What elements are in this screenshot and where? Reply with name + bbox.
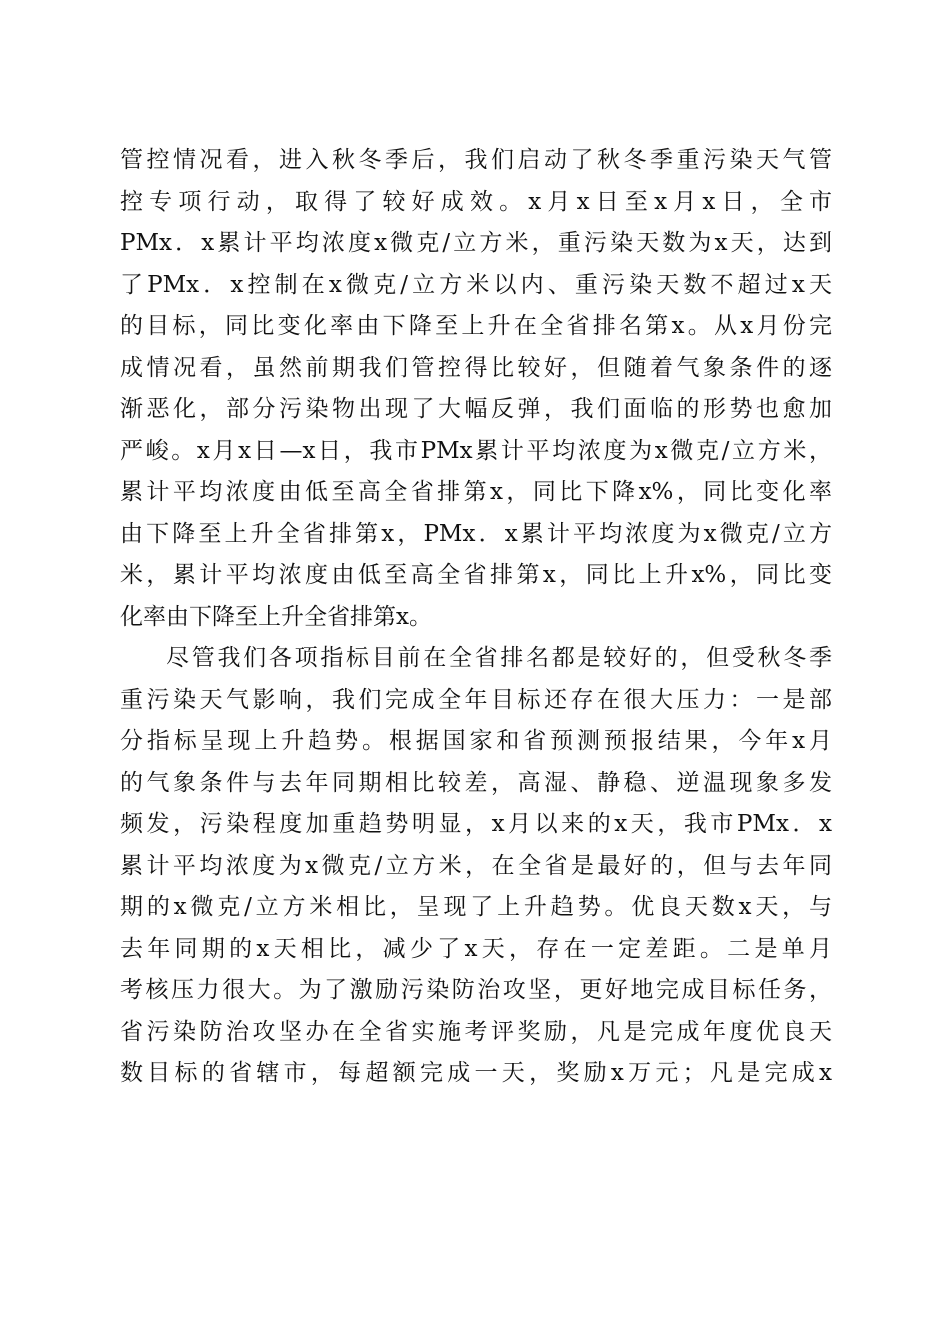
text-line: 米，累计平均浓度由低至高全省排第x，同比上升x%，同比变 (120, 562, 832, 588)
paragraph-2 (120, 638, 832, 1095)
text-line: 严峻。x月x日—x日，我市PMx累计平均浓度为x微克/立方米， (120, 437, 832, 464)
text-line: 考核压力很大。为了激励污染防治攻坚，更好地完成目标任务， (120, 977, 832, 1003)
text-line: 控专项行动，取得了较好成效。x月x日至x月x日，全市 (120, 188, 832, 215)
text-line: 由下降至上升全省排第x，PMx．x累计平均浓度为x微克/立方 (120, 520, 832, 547)
text-line: 去年同期的x天相比，减少了x天，存在一定差距。二是单月 (120, 935, 832, 962)
paragraph-1 (120, 140, 832, 638)
text-line: 化率由下降至上升全省排第x。 (120, 603, 432, 630)
text-line: 的目标，同比变化率由下降至上升在全省排名第x。从x月份完 (120, 313, 832, 339)
document-body (120, 140, 832, 1095)
text-line: 期的x微克/立方米相比，呈现了上升趋势。优良天数x天，与 (120, 894, 832, 920)
text-line: 重污染天气影响，我们完成全年目标还存在很大压力：一是部 (120, 686, 832, 713)
text-line: 了PMx．x控制在x微克/立方米以内、重污染天数不超过x天 (120, 271, 832, 298)
text-line: 省污染防治攻坚办在全省实施考评奖励，凡是完成年度优良天 (120, 1018, 832, 1045)
text-line: 分指标呈现上升趋势。根据国家和省预测预报结果，今年x月 (120, 728, 832, 754)
text-line: 管控情况看，进入秋冬季后，我们启动了秋冬季重污染天气管 (120, 147, 832, 173)
text-line: 成情况看，虽然前期我们管控得比较好，但随着气象条件的逐 (120, 354, 832, 381)
text-line: 频发，污染程度加重趋势明显，x月以来的x天，我市PMx．x (120, 811, 832, 837)
text-line: 累计平均浓度由低至高全省排第x，同比下降x%，同比变化率 (120, 479, 832, 505)
text-line: PMx．x累计平均浓度x微克/立方米，重污染天数为x天，达到 (120, 230, 832, 256)
text-line: 的气象条件与去年同期相比较差，高湿、静稳、逆温现象多发 (120, 769, 832, 796)
text-line: 数目标的省辖市，每超额完成一天，奖励x万元；凡是完成x (120, 1060, 832, 1086)
text-line: 累计平均浓度为x微克/立方米，在全省是最好的，但与去年同 (120, 852, 832, 879)
text-line: 尽管我们各项指标目前在全省排名都是较好的，但受秋冬季 (166, 645, 832, 671)
text-line: 渐恶化，部分污染物出现了大幅反弹，我们面临的形势也愈加 (120, 396, 832, 422)
